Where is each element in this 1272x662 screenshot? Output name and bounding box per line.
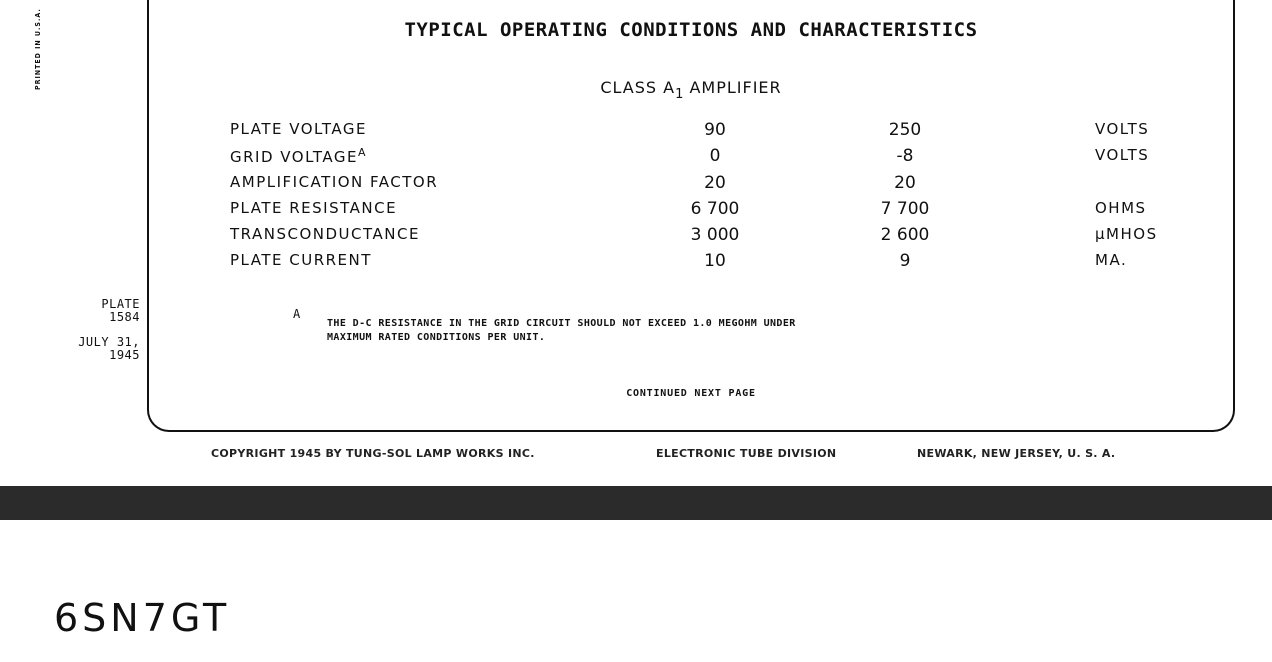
subtitle-tail: AMPLIFIER bbox=[683, 78, 782, 97]
value-col2: -8 bbox=[896, 146, 914, 166]
param-label: TRANSCONDUCTANCE bbox=[230, 225, 420, 243]
footnote-line1: THE D-C RESISTANCE IN THE GRID CIRCUIT SHOULD NOT EXCEED 1.0 MEGOHM UNDER bbox=[327, 318, 796, 329]
continued-note: CONTINUED NEXT PAGE bbox=[626, 388, 756, 399]
table-row bbox=[0, 120, 1272, 142]
unit-label: VOLTS bbox=[1095, 120, 1150, 138]
subtitle-subscript: 1 bbox=[675, 87, 684, 102]
table-row bbox=[0, 199, 1272, 221]
unit-label: MA. bbox=[1095, 251, 1128, 269]
copyright-text: COPYRIGHT 1945 BY TUNG-SOL LAMP WORKS INC. bbox=[211, 447, 535, 460]
plate-label: PLATE bbox=[101, 297, 140, 311]
table-row bbox=[0, 146, 1272, 168]
param-label: PLATE RESISTANCE bbox=[230, 199, 398, 217]
table-row bbox=[0, 173, 1272, 195]
side-margin-text: PRINTED IN U.S.A. bbox=[34, 8, 42, 90]
divider-band bbox=[0, 486, 1272, 520]
table-row bbox=[0, 225, 1272, 247]
table-row bbox=[0, 251, 1272, 273]
value-col2: 250 bbox=[888, 120, 922, 140]
subtitle-main: CLASS A bbox=[600, 78, 676, 97]
value-col1: 3 000 bbox=[690, 225, 740, 245]
section-subtitle bbox=[147, 78, 1235, 102]
footnote-text bbox=[327, 317, 1087, 345]
tube-type-title: 6SN7GT bbox=[54, 596, 231, 640]
value-col2: 2 600 bbox=[880, 225, 930, 245]
plate-number: 1584 bbox=[109, 310, 140, 324]
value-col1: 0 bbox=[709, 146, 721, 166]
division-text: ELECTRONIC TUBE DIVISION bbox=[656, 447, 837, 460]
footnote-ref: A bbox=[357, 146, 368, 159]
param-text: GRID VOLTAGE bbox=[230, 148, 358, 166]
unit-label: VOLTS bbox=[1095, 146, 1150, 164]
page-title: TYPICAL OPERATING CONDITIONS AND CHARACTERISTICS bbox=[404, 19, 978, 41]
param-label: PLATE VOLTAGE bbox=[230, 120, 367, 138]
plate-info bbox=[40, 298, 140, 362]
unit-label: OHMS bbox=[1095, 199, 1147, 217]
value-col1: 10 bbox=[704, 251, 726, 271]
unit-label: μMHOS bbox=[1095, 225, 1158, 243]
address-text: NEWARK, NEW JERSEY, U. S. A. bbox=[917, 447, 1116, 460]
plate-date-line1: JULY 31, bbox=[78, 335, 140, 349]
footnote-line2: MAXIMUM RATED CONDITIONS PER UNIT. bbox=[327, 332, 546, 343]
value-col2: 7 700 bbox=[880, 199, 930, 219]
footnote-mark: A bbox=[293, 307, 301, 321]
value-col2: 20 bbox=[894, 173, 916, 193]
value-col1: 6 700 bbox=[690, 199, 740, 219]
param-label: AMPLIFICATION FACTOR bbox=[230, 173, 439, 191]
value-col1: 20 bbox=[704, 173, 726, 193]
value-col2: 9 bbox=[899, 251, 911, 271]
plate-date-line2: 1945 bbox=[109, 348, 140, 362]
param-label: PLATE CURRENT bbox=[230, 251, 372, 269]
param-label bbox=[230, 146, 367, 166]
value-col1: 90 bbox=[704, 120, 726, 140]
